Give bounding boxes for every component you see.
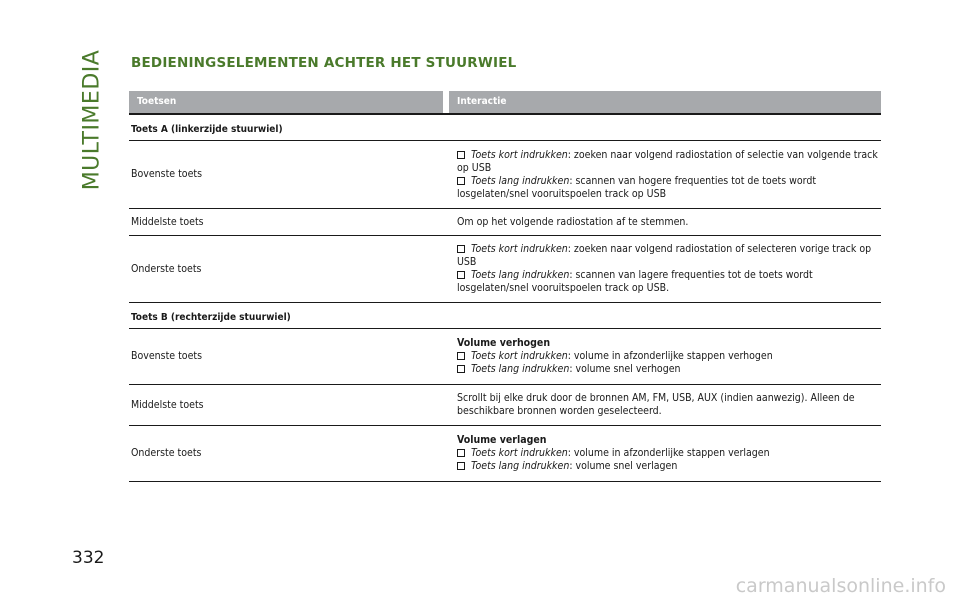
row-key: Onderste toets: [131, 262, 202, 275]
list-item: [457, 350, 881, 363]
item-text: : volume in afzonderlijke stappen verhogen: [567, 350, 773, 362]
row-value: [457, 331, 881, 382]
row-key: Onderste toets: [131, 447, 202, 459]
item-action: Toets kort indrukken: [471, 148, 568, 161]
section-title-toets-b: Toets B (rechterzijde stuurwiel): [129, 303, 881, 329]
section-side-label: [72, 49, 112, 191]
watermark: carmanualsonline.info: [735, 575, 946, 597]
bullet-icon: [457, 271, 465, 279]
row-value: [457, 143, 881, 207]
row-key: Middelste toets: [131, 215, 204, 228]
item-action: Toets lang indrukken: [471, 269, 570, 281]
controls-table: [129, 91, 881, 482]
item-action: Toets kort indrukken: [471, 447, 568, 459]
row-key: Middelste toets: [131, 398, 204, 411]
header-toetsen: Toetsen: [129, 91, 443, 113]
item-action: Toets lang indrukken: [471, 460, 570, 472]
item-action: Toets lang indrukken: [471, 174, 570, 187]
row-key: Bovenste toets: [131, 168, 203, 180]
row-value: [457, 428, 881, 479]
list-item: [457, 460, 881, 473]
item-action: Toets lang indrukken: [471, 363, 570, 375]
table-row: [129, 209, 881, 236]
table-header: [129, 91, 881, 113]
row-value: Scrollt bij elke druk door de bronnen AM, FM, USB, AUX (indien aanwezig). Alleen de beschikbare bronnen worden geselecteerd.: [457, 392, 855, 417]
list-item: [457, 243, 881, 269]
bullet-icon: [457, 449, 465, 457]
table-row: [129, 236, 881, 303]
list-item: [457, 149, 881, 175]
header-interactie: Interactie: [449, 91, 881, 113]
list-item: [457, 269, 881, 295]
item-text: : zoeken naar volgend radiostation of selecteren vorige track op USB: [457, 243, 872, 268]
row-value: [457, 237, 881, 301]
row-subtitle: Volume verlagen: [457, 434, 547, 446]
table-row: [129, 426, 881, 482]
item-action: Toets kort indrukken: [471, 350, 568, 362]
list-item: [457, 175, 881, 201]
list-item: [457, 363, 881, 376]
bullet-icon: [457, 177, 465, 185]
page-number: 332: [72, 548, 105, 568]
section-title-toets-a: Toets A (linkerzijde stuurwiel): [129, 115, 881, 141]
item-text: : scannen van lagere frequenties tot de toets wordt losgelaten/snel vooruitspoelen track op USB.: [457, 269, 813, 294]
item-text: : volume snel verhogen: [569, 363, 681, 375]
item-text: : scannen van hogere frequenties tot de toets wordt losgelaten/snel vooruitspoelen track op USB: [457, 174, 817, 200]
item-text: : volume snel verlagen: [569, 460, 678, 472]
row-key: Bovenste toets: [131, 350, 203, 362]
list-item: [457, 447, 881, 460]
side-label-text: MULTIMEDIA: [79, 49, 105, 191]
bullet-icon: [457, 462, 465, 470]
item-text: : zoeken naar volgend radiostation of selectie van volgende track op USB: [457, 148, 878, 174]
table-row: [129, 385, 881, 426]
table-row: [129, 141, 881, 209]
bullet-icon: [457, 151, 465, 159]
bullet-icon: [457, 365, 465, 373]
item-text: : volume in afzonderlijke stappen verlagen: [567, 447, 770, 459]
item-action: Toets kort indrukken: [471, 243, 568, 255]
table-row: [129, 329, 881, 385]
page-heading: BEDIENINGSELEMENTEN ACHTER HET STUURWIEL: [131, 55, 517, 71]
bullet-icon: [457, 245, 465, 253]
row-value: Om op het volgende radiostation af te stemmen.: [457, 215, 689, 228]
bullet-icon: [457, 352, 465, 360]
row-subtitle: Volume verhogen: [457, 337, 551, 349]
